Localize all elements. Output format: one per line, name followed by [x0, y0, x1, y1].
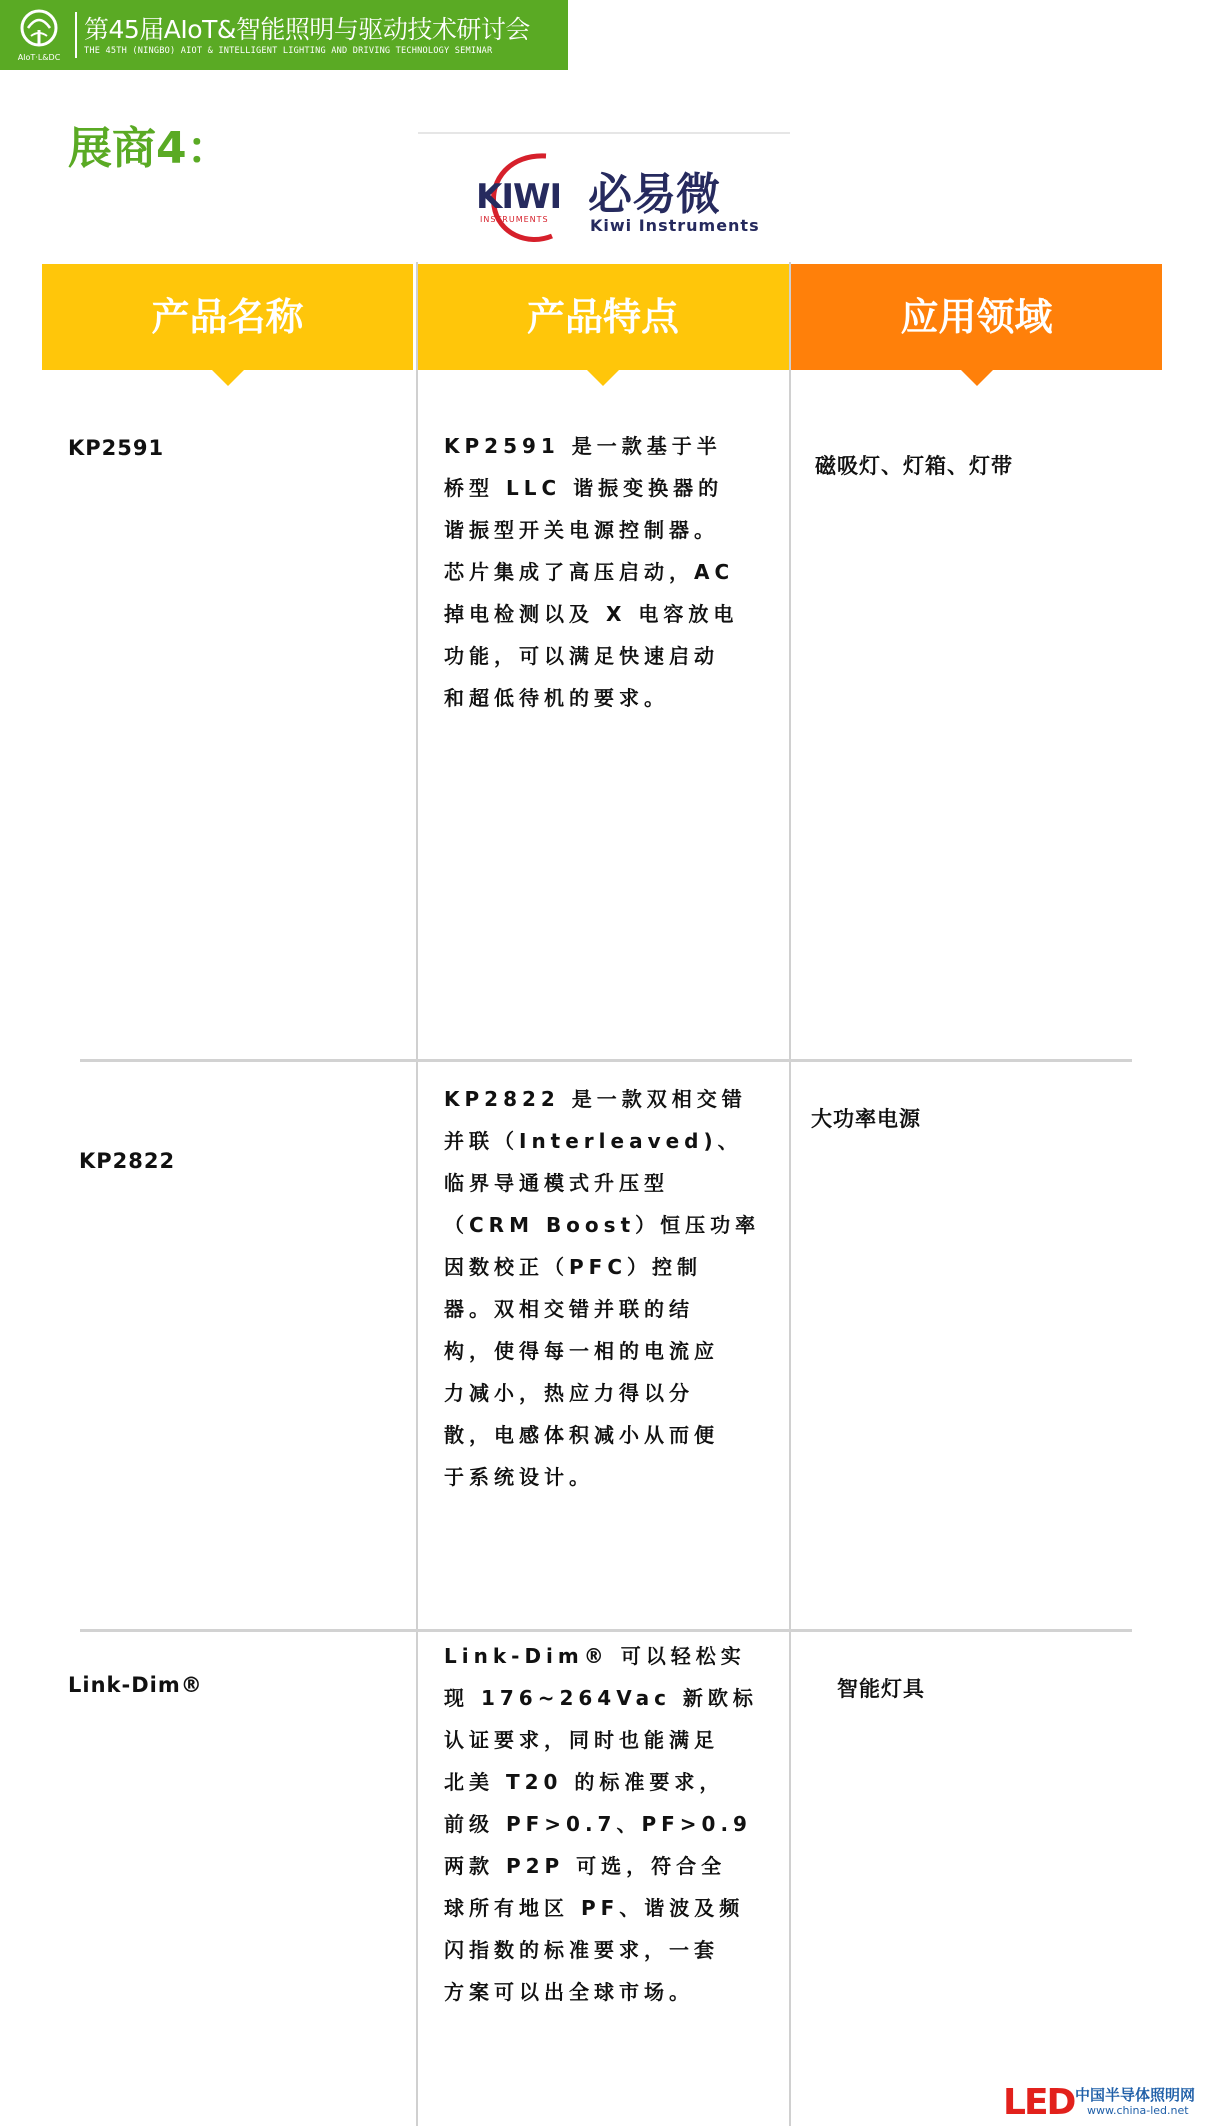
- header-product-name: [42, 264, 413, 370]
- column-divider: [416, 262, 418, 2126]
- header-application-field: [791, 264, 1162, 370]
- event-subtitle: THE 45TH (NINGBO) AIOT & INTELLIGENT LIGHTING AND DRIVING TECHNOLOGY SEMINAR: [84, 46, 493, 56]
- company-logo: [418, 132, 790, 260]
- event-banner: [0, 0, 568, 70]
- kiwi-logo-icon: [476, 150, 598, 246]
- description-line: 前级 PF>0.7、PF>0.9: [444, 1812, 752, 1836]
- svg-text:AIoT·L&DC: AIoT·L&DC: [17, 53, 61, 62]
- product-name: KP2822: [79, 1149, 176, 1173]
- description-line: 于系统设计。: [444, 1465, 594, 1489]
- watermark-brand: LED: [1003, 2082, 1075, 2123]
- product-name: Link-Dim®: [68, 1673, 203, 1697]
- header-label: 产品名称: [151, 295, 304, 339]
- product-name: KP2591: [68, 436, 165, 460]
- application-field: 磁吸灯、灯箱、灯带: [815, 454, 1013, 478]
- description-line: 构，使得每一相的电流应: [444, 1339, 719, 1363]
- product-description: [444, 425, 774, 719]
- header-product-features: [417, 264, 789, 370]
- description-line: 因数校正（PFC）控制: [444, 1255, 702, 1279]
- svg-text:KIWI: KIWI: [476, 177, 562, 217]
- watermark-site-name: 中国半导体照明网: [1075, 2086, 1196, 2104]
- description-line: 掉电检测以及 X 电容放电: [444, 602, 739, 626]
- row-divider: [80, 1059, 1132, 1062]
- description-line: 球所有地区 PF、谐波及频: [444, 1896, 745, 1920]
- description-line: Link-Dim® 可以轻松实: [444, 1644, 746, 1668]
- header-label: 应用领域: [900, 295, 1053, 339]
- description-line: 北美 T20 的标准要求，: [444, 1770, 725, 1794]
- header-pointer-icon: [587, 370, 619, 386]
- description-line: 桥型 LLC 谐振变换器的: [444, 476, 724, 500]
- event-title: 第45届AIoT&智能照明与驱动技术研讨会: [84, 15, 530, 44]
- product-description: [444, 1078, 774, 1498]
- description-line: 两款 P2P 可选，符合全: [444, 1854, 727, 1878]
- description-line: 临界导通模式升压型: [444, 1171, 669, 1195]
- header-label: 产品特点: [526, 295, 679, 339]
- row-divider: [80, 1629, 1132, 1632]
- event-logo-icon: [6, 6, 72, 64]
- exhibitor-label: 展商4：: [68, 123, 231, 174]
- banner-divider: [75, 12, 77, 58]
- description-line: 功能，可以满足快速启动: [444, 644, 719, 668]
- description-line: 力减小，热应力得以分: [444, 1381, 694, 1405]
- product-description: [444, 1635, 774, 2013]
- svg-text:INSTRUMENTS: INSTRUMENTS: [480, 215, 549, 224]
- company-name-en: Kiwi Instruments: [590, 216, 760, 235]
- description-line: 并联（Interleaved)、: [444, 1129, 743, 1153]
- description-line: 认证要求，同时也能满足: [444, 1728, 719, 1752]
- description-line: 谐振型开关电源控制器。: [444, 518, 719, 542]
- description-line: KP2822 是一款双相交错: [444, 1087, 747, 1111]
- watermark: [1003, 2080, 1215, 2126]
- company-name-cn: 必易微: [588, 169, 720, 220]
- application-field: 智能灯具: [837, 1677, 925, 1701]
- description-line: 方案可以出全球市场。: [444, 1980, 694, 2004]
- description-line: 和超低待机的要求。: [444, 686, 669, 710]
- description-line: 器。双相交错并联的结: [444, 1297, 694, 1321]
- description-line: 闪指数的标准要求，一套: [444, 1938, 719, 1962]
- description-line: （CRM Boost）恒压功率: [444, 1213, 761, 1237]
- header-pointer-icon: [961, 370, 993, 386]
- description-line: KP2591 是一款基于半: [444, 434, 722, 458]
- watermark-url: www.china-led.net: [1087, 2104, 1189, 2117]
- column-divider: [789, 262, 791, 2126]
- description-line: 芯片集成了高压启动，AC: [444, 560, 735, 584]
- application-field: 大功率电源: [811, 1107, 921, 1131]
- description-line: 散，电感体积减小从而便: [444, 1423, 719, 1447]
- description-line: 现 176~264Vac 新欧标: [444, 1686, 758, 1710]
- header-pointer-icon: [212, 370, 244, 386]
